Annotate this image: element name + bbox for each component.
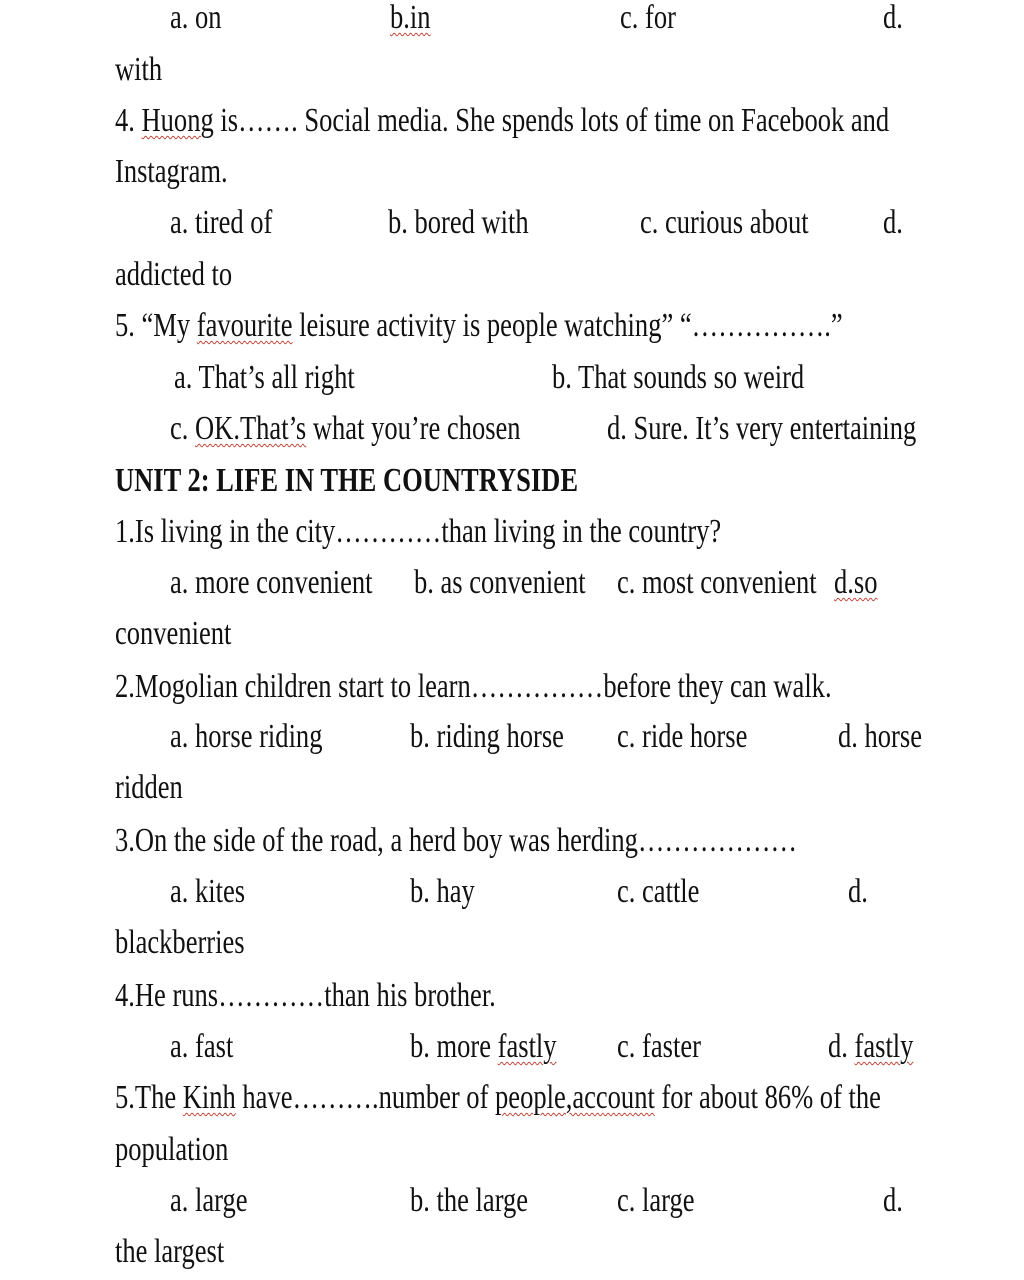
- u2-q5-option-d-continued: the largest: [115, 1233, 225, 1270]
- u2-q5-option-a: a. large: [170, 1182, 248, 1219]
- u1-q3-option-a: a. on: [170, 0, 222, 36]
- u2-q2-option-a: a. horse riding: [170, 718, 323, 755]
- u2-q2-stem: 2.Mogolian children start to learn……………before they can walk.: [115, 668, 832, 705]
- u2-q1-option-c: c. most convenient: [617, 564, 817, 601]
- u2-q5-option-d: d.: [883, 1182, 903, 1219]
- u2-q1-stem: 1.Is living in the city…………than living in the country?: [115, 513, 722, 550]
- u2-q4-option-d: d. fastly: [828, 1028, 914, 1065]
- u1-q4-option-d-continued: addicted to: [115, 256, 233, 293]
- u2-q1-option-d: d.so: [834, 564, 878, 601]
- u1-q4-option-d: d.: [883, 204, 903, 241]
- u1-q3-option-d: d.: [883, 0, 903, 36]
- u2-q3-stem: 3.On the side of the road, a herd boy was herding………………: [115, 822, 798, 859]
- unit-2-heading: UNIT 2: LIFE IN THE COUNTRYSIDE: [115, 462, 579, 499]
- u2-q5-option-c: c. large: [617, 1182, 695, 1219]
- u1-q3-option-c: c. for: [620, 0, 676, 36]
- u2-q3-option-b: b. hay: [410, 873, 475, 910]
- u1-q4-option-a: a. tired of: [170, 204, 273, 241]
- u1-q4-option-c: c. curious about: [640, 204, 809, 241]
- u2-q3-option-c: c. cattle: [617, 873, 700, 910]
- u2-q5-stem-continued: population: [115, 1131, 229, 1168]
- u1-q5-option-b: b. That sounds so weird: [552, 359, 805, 396]
- u1-q5-stem: 5. “My favourite leisure activity is people watching” “…………….”: [115, 307, 843, 344]
- u2-q3-option-a: a. kites: [170, 873, 246, 910]
- u2-q1-option-d-continued: convenient: [115, 615, 232, 652]
- u2-q4-option-c: c. faster: [617, 1028, 701, 1065]
- u2-q3-option-d: d.: [848, 873, 868, 910]
- u1-q5-option-d: d. Sure. It’s very entertaining: [607, 410, 917, 447]
- u2-q3-option-d-continued: blackberries: [115, 924, 245, 961]
- u2-q2-option-b: b. riding horse: [410, 718, 564, 755]
- u2-q1-option-a: a. more convenient: [170, 564, 373, 601]
- u2-q4-option-b: b. more fastly: [410, 1028, 557, 1065]
- u1-q4-stem-continued: Instagram.: [115, 153, 228, 190]
- u1-q4-stem: 4. Huong is……. Social media. She spends lots of time on Facebook and: [115, 102, 890, 139]
- u1-q3-option-d-continued: with: [115, 51, 163, 88]
- u2-q4-stem: 4.He runs…………than his brother.: [115, 977, 496, 1014]
- u1-q4-option-b: b. bored with: [388, 204, 529, 241]
- u1-q3-option-b: b.in: [390, 0, 431, 36]
- u2-q5-option-b: b. the large: [410, 1182, 529, 1219]
- u2-q4-option-a: a. fast: [170, 1028, 234, 1065]
- u2-q2-option-d-continued: ridden: [115, 769, 183, 806]
- u2-q2-option-c: c. ride horse: [617, 718, 748, 755]
- u1-q5-option-c: c. OK.That’s what you’re chosen: [170, 410, 521, 447]
- u2-q2-option-d: d. horse: [838, 718, 922, 755]
- u2-q1-option-b: b. as convenient: [414, 564, 586, 601]
- u1-q5-option-a: a. That’s all right: [174, 359, 355, 396]
- u2-q5-stem: 5.The Kinh have……….number of people,account for about 86% of the: [115, 1079, 881, 1116]
